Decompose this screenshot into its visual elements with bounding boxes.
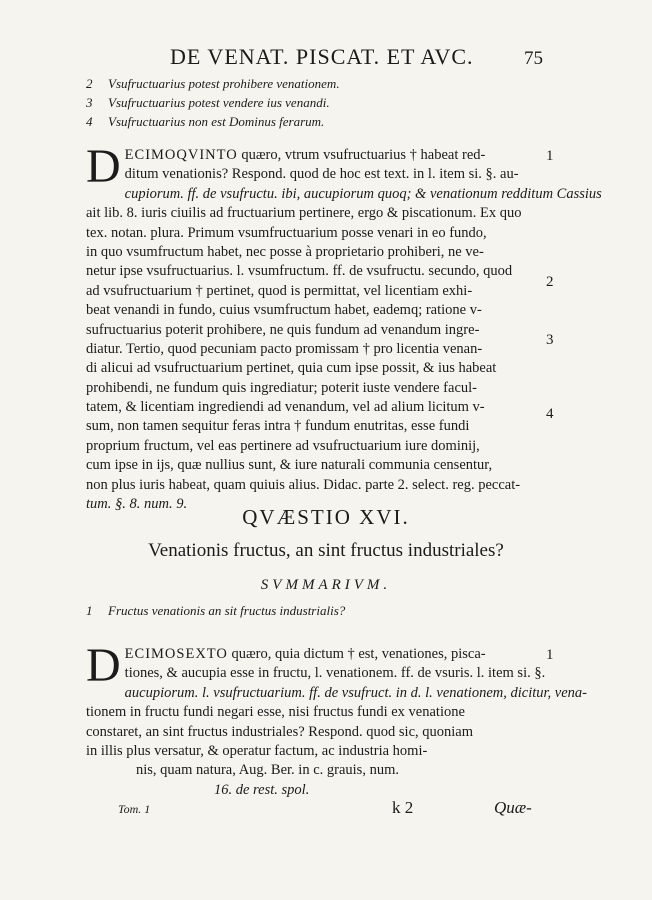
lead-word: ECIMOSEXTO [124,646,228,662]
margin-number: 4 [546,406,554,422]
text-line [86,645,538,664]
text-line: in quo vsumfructum habet, nec posse à proprietario prohiberi, ne ve- [86,243,484,260]
margin-number: 1 [546,148,554,164]
text-line: cupiorum. ff. de vsufructu. ibi, aucupiorum quoq; & venationum redditum Cassius [124,185,602,202]
summary-heading: SVMMARIVM. [260,577,392,593]
running-head: DE VENAT. PISCAT. ET AVC. [170,44,474,69]
drop-cap: D [86,639,121,692]
signature-mark: k 2 [392,798,414,817]
summary-item-number: 1 [86,603,93,618]
lead-word: ECIMOQVINTO [124,147,238,163]
text-line: di alicui ad vsufructuarium pertinet, quia cum ipse possit, & ius habeat [86,360,497,377]
question-title: Venationis fructus, an sint fructus industriales? [148,540,504,561]
summary-item-number: 4 [86,114,93,129]
text-line: cum ipse in ijs, quæ nullius sunt, & iure naturali communia censentur, [86,457,493,474]
margin-number: 2 [546,274,554,290]
text-line: tex. notan. plura. Primum vsumfructuarium posse venari in eo fundo, [86,224,487,241]
text-line: ait lib. 8. iuris ciuilis ad fructuarium pertinere, ergo & piscationum. Ex quo [86,205,522,222]
question-heading: QVÆSTIO XVI. [242,505,410,529]
text-line: prohibendi, ne fundum quis ingrediatur; poterit iuste vendere facul- [86,379,477,396]
text-line-part: quæro, quia dictum † est, venationes, pisca- [227,646,486,662]
margin-number: 3 [546,332,554,348]
summary-item-text: Vsufructuarius non est Dominus ferarum. [108,114,325,129]
text-line: 16. de rest. spol. [214,781,310,798]
summary-item-text: Vsufructuarius potest vendere ius venandi. [108,95,330,110]
text-line: constaret, an sint fructus industriales? Respond. quod sic, quoniam [86,723,473,740]
text-line: beat venandi in fundo, cuius vsumfructum habet, eademq; ratione v- [86,302,482,319]
text-line: sufructuarius poterit prohibere, ne quis fundum ad venandum ingre- [86,321,480,338]
text-line: netur ipse vsufructuarius. l. vsumfructum. ff. de vsufructu. secundo, quod [86,263,513,280]
drop-cap: D [86,140,121,193]
text-line: tatem, & licentiam ingrediendi ad venandum, vel ad alium licitum v- [86,399,485,416]
margin-number: 1 [546,647,554,663]
summary-item-number: 2 [86,76,93,91]
text-line: ditum venationis? Respond. quod de hoc est text. in l. item si. §. au- [124,166,519,183]
summary-item-text: Fructus venationis an sit fructus industrialis? [108,603,346,618]
text-line: tum. §. 8. num. 9. [86,496,188,513]
text-line-part: quæro, vtrum vsufructuarius † habeat red- [237,147,486,163]
text-line: tiones, & aucupia esse in fructu, l. venationem. ff. de vsuris. l. item si. §. [124,665,546,682]
paragraph-question-16 [86,639,587,800]
summary-item [86,112,546,131]
text-line: diatur. Tertio, quod pecuniam pacto promissam † pro licentia venan- [86,340,483,357]
text-line: sum, non tamen sequitur feras intra † fundum enutritas, esse fundi [86,418,470,435]
text-line: aucupiorum. l. vsufructuarium. ff. de vsufruct. in d. l. venationem, dicitur, vena- [124,684,587,701]
text-line: ad vsufructuarium † pertinet, quod is permittat, vel licentiam exhi- [86,282,473,299]
text-line: proprium fructum, vel eas pertinere ad vsufructuarium iure dominij, [86,437,480,454]
summary-item [86,74,546,93]
paragraph-question-15 [86,140,602,514]
footer-volume-mark: Tom. 1 [118,802,151,816]
summary-list-question-16 [86,601,546,620]
summary-list-top [86,74,546,131]
text-line: nis, quam natura, Aug. Ber. in c. grauis, num. [136,762,399,779]
text-line: tionem in fructu fundi negari esse, nisi fructus fundi ex venatione [86,704,465,721]
summary-item-text: Vsufructuarius potest prohibere venationem. [108,76,340,91]
text-line: in illis plus versatur, & operatur factum, ac industria homi- [86,742,428,759]
text-line [86,146,538,165]
summary-item [86,601,546,620]
catchword: Quæ- [494,798,532,817]
summary-item-number: 3 [86,95,93,110]
text-line: non plus iuris habeat, quam quiuis alius. Didac. parte 2. select. reg. peccat- [86,476,521,493]
summary-item [86,93,546,112]
page-number: 75 [524,48,543,69]
